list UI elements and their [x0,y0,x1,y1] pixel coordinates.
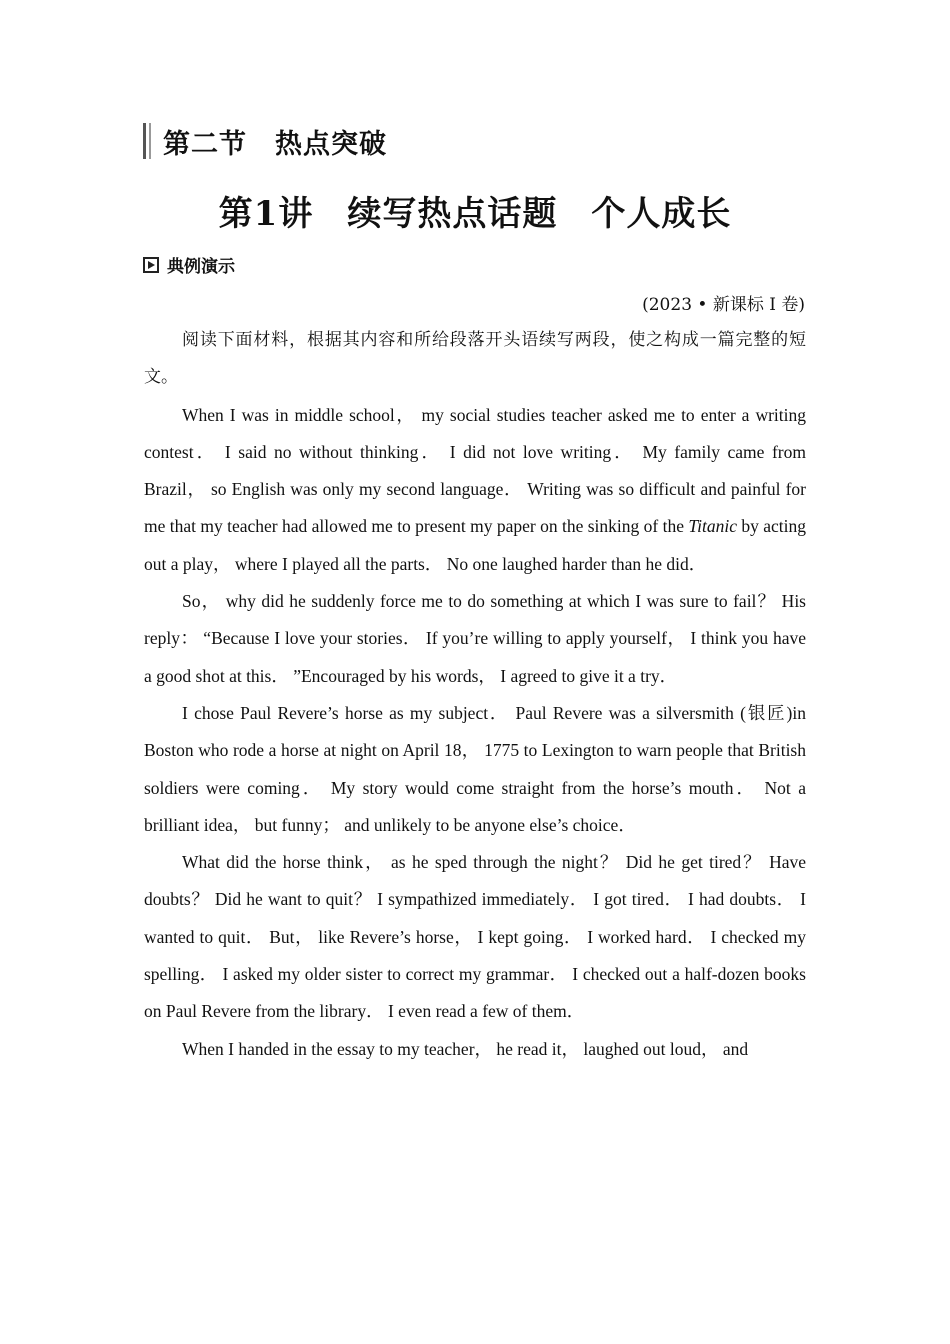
lecture-title [0,186,950,235]
play-box-icon [143,257,159,273]
lecture-number: 第1讲 [218,194,314,234]
source-citation: (2023 • 新课标 Ⅰ 卷) [642,295,805,315]
paragraph-3: I chose Paul Revere’s horse as my subject． Paul Revere was a silversmith (银匠)in Boston who rode a horse at night on April 18， 1775 to Lexington to warn people that British soldiers were coming． My story would come straight from the horse’s mouth． Not a brilliant idea， but funny； and unlikely to be anyone else’s choice． [144,702,806,835]
example-label: 典例演示 [167,257,235,277]
section-number: 第二节 [163,128,247,160]
instruction-text: 阅读下面材料，根据其内容和所给段落开头语续写两段，使之构成一篇完整的短文。 [144,330,806,388]
lecture-topic: 续写热点话题 [347,194,558,234]
example-heading [143,252,235,277]
paragraph-2: So， why did he suddenly force me to do something at which I was sure to fail？ His reply： “Because I love your stories． If you’re willing to apply yourself， I think you have a good shot at this． ”Encouraged by his words， I agreed to give it a try． [144,591,806,686]
section-title: 热点突破 [275,128,387,160]
paragraph-1: When I was in middle school， my social studies teacher asked me to enter a writing contest． I said no without thinking． I did not love writing． My family came from Brazil， so English was only my second language． Writing was so difficult and painful for me that my teacher had allowed me to present my paper on the sinking of the Titanic by acting out a play， where I played all the parts． No one laughed harder than he did． [144,404,807,574]
paragraph-4: What did the horse think， as he sped through the night？ Did he get tired？ Have doubts？ Did he want to quit？ I sympathized immediately． I got tired． I had doubts． I wanted to quit． But， like Revere’s horse， I kept going． I worked hard． I checked my spelling． I asked my older sister to correct my grammar． I checked out a half-dozen books on Paul Revere from the library． I even read a few of them． [144,852,806,1022]
heading-bar-decoration [143,123,151,159]
section-heading [143,122,387,160]
passage [144,322,806,1068]
paragraph-5: When I handed in the essay to my teacher， he read it， laughed out loud， and [182,1038,749,1059]
lecture-subtopic: 个人成长 [591,194,732,234]
titanic-italic: Titanic [688,516,737,537]
